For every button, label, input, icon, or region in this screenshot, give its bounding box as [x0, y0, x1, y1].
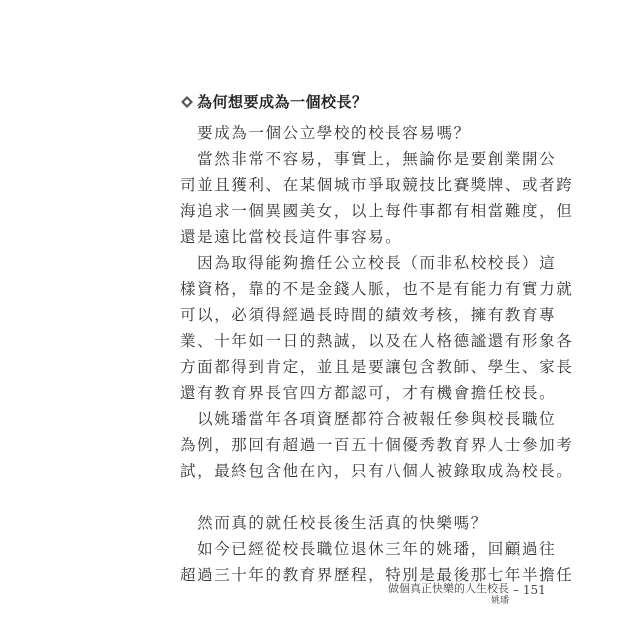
section-heading — [181, 91, 368, 112]
text-line: 因為取得能夠擔任公立校長（而非私校校長）這 — [180, 254, 557, 272]
text-line: 以姚璠當年各項資歷都符合被報任參與校長職位 — [180, 410, 557, 428]
text-line: 超過三十年的教育界歷程，特別是最後那七年半擔任 — [180, 566, 574, 584]
text-line: 如今已經從校長職位退休三年的姚璠，回顧過往 — [180, 540, 557, 558]
page-separator: – — [513, 583, 519, 597]
author-name: 姚璠 — [490, 596, 509, 606]
text-line: 業、十年如一日的熱誠，以及在人格德謐還有形象各 — [180, 332, 574, 350]
diamond-bullet-icon — [181, 96, 193, 108]
text-line: 樣資格，靠的不是金錢人脈，也不是有能力有實力就 — [180, 280, 574, 298]
page-number: 151 — [522, 583, 546, 597]
text-line: 方面都得到肯定，並且是要讓包含教師、學生、家長 — [180, 358, 574, 376]
text-line: 還是遠比當校長這件事容易。 — [180, 228, 403, 246]
page-footer — [388, 583, 546, 607]
text-line: 然而真的就任校長後生活真的快樂嗎？ — [180, 514, 488, 532]
body-text — [180, 120, 574, 588]
text-line: 還有教育界長官四方都認可，才有機會擔任校長。 — [180, 384, 557, 402]
book-title: 做個真正快樂的人生校長 — [388, 582, 509, 595]
text-line: 司並且獲利、在某個城市爭取競技比賽獎牌、或者跨 — [180, 176, 574, 194]
text-line: 海追求一個異國美女，以上每件事都有相當難度，但 — [180, 202, 574, 220]
text-line: 可以，必須得經過長時間的績效考核，擁有教育專 — [180, 306, 557, 324]
text-line: 要成為一個公立學校的校長容易嗎？ — [180, 124, 471, 142]
text-line: 為例，那回有超過一百五十個優秀教育界人士參加考 — [180, 436, 574, 454]
running-title — [388, 583, 509, 607]
paragraph-gap — [180, 484, 470, 510]
text-line: 當然非常不容易，事實上，無論你是要創業開公 — [180, 150, 557, 168]
text-line: 試，最終包含他在內，只有八個人被錄取成為校長。 — [180, 462, 574, 480]
page-number-block — [513, 583, 546, 597]
section-title-text: 為何想要成為一個校長？ — [197, 93, 368, 111]
